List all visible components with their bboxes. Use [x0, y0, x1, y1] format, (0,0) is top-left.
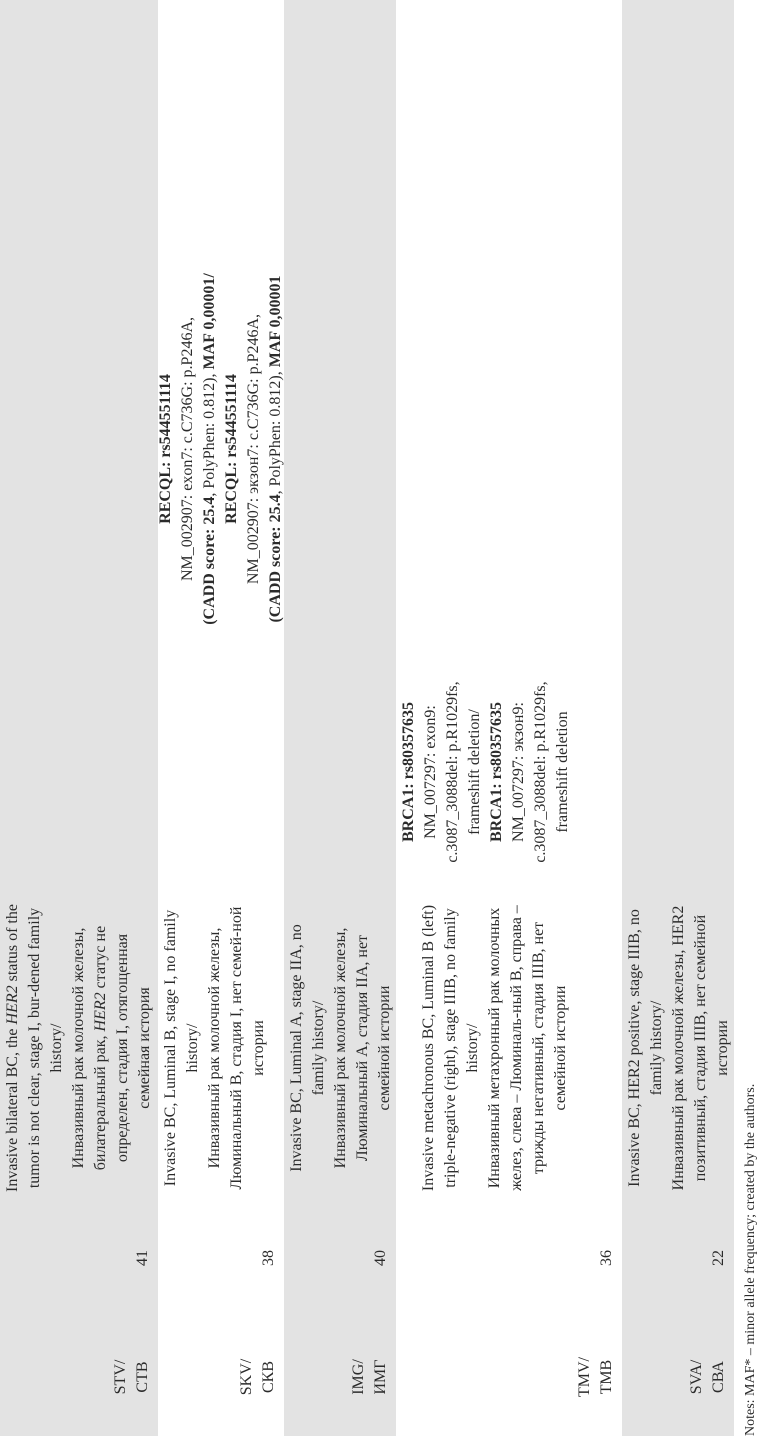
age-cell	[158, 1198, 284, 1318]
variant-detail-ru: NM_002907: экзон7: c.C736G: p.P246A,	[245, 313, 262, 585]
diagnosis-ru: Инвазивный метахронный рак молочных желез, слева – Люминаль-ный B, справа – трижды негативный, стадия IIIB, нет семейной истории	[486, 905, 569, 1191]
patient-id-en: SVA/	[688, 1359, 705, 1395]
patient-id-ru: ИМГ	[372, 1359, 389, 1395]
variant-detail-en: NM_007297: exon9: c.3087_3088del: p.R1029fs, frameshift deletion/	[422, 681, 483, 863]
table-row	[158, 0, 284, 1436]
variant-cell	[396, 0, 622, 898]
table-row	[396, 0, 622, 1436]
age-cell	[0, 1198, 158, 1318]
diagnosis-ru: Инвазивный рак молочной железы, HER2 позитивный, стадия IIIB, нет семейной истории	[670, 905, 731, 1191]
patient-id-cell	[396, 1318, 622, 1436]
variant-cell	[158, 0, 284, 898]
patient-id-en: TMV/	[576, 1357, 593, 1397]
variant-gene-ru: BRCA1: rs80357635	[488, 702, 505, 842]
age-cell	[396, 1198, 622, 1318]
table-row	[622, 0, 734, 1436]
variant-scores-en: (CADD score: 25.4, PolyPhen: 0.812), MAF 0,00001/	[201, 273, 218, 625]
diagnosis-cell	[284, 898, 396, 1198]
patient-id-en: STV/	[112, 1359, 129, 1395]
table-footnote: Notes: MAF* – minor allele frequency; created by the authors.	[743, 1083, 758, 1436]
age-value: 36	[598, 1250, 615, 1266]
diagnosis-cell	[158, 898, 284, 1198]
diagnosis-en: Invasive BC, Luminal A, stage IIA, no family history/	[288, 924, 327, 1172]
age-cell	[284, 1198, 396, 1318]
table-row	[284, 0, 396, 1436]
patient-id-en: IMG/	[350, 1359, 367, 1395]
diagnosis-ru: Инвазивный рак молочной железы, Люминальный B, стадия I, нет семей-ной истории	[206, 906, 267, 1190]
patient-id-ru: СКВ	[260, 1361, 277, 1394]
variant-detail-ru: NM_007297: экзон9: c.3087_3088del: p.R1029fs, frameshift deletion	[510, 681, 571, 863]
patient-id-ru: СВА	[710, 1361, 727, 1393]
age-value: 38	[260, 1250, 277, 1266]
variant-cell	[0, 0, 158, 898]
variant-scores-ru: (CADD score: 25.4, PolyPhen: 0.812), MAF 0,00001	[267, 275, 284, 623]
diagnosis-cell	[0, 898, 158, 1198]
patient-id-cell	[158, 1318, 284, 1436]
patient-id-ru: ТМВ	[598, 1359, 615, 1395]
patient-id-ru: СТВ	[134, 1361, 151, 1393]
patient-id-cell	[0, 1318, 158, 1436]
diagnosis-en: Invasive BC, Luminal B, stage I, no family history/	[162, 909, 201, 1187]
variant-gene-en: BRCA1: rs80357635	[400, 702, 417, 842]
table-row	[0, 0, 158, 1436]
patient-id-cell	[622, 1318, 734, 1436]
variant-gene-ru: RECQL: rs544551114	[223, 374, 240, 524]
diagnosis-en: Invasive BC, HER2 positive, stage IIIB, no family history/	[626, 909, 665, 1187]
diagnosis-cell	[396, 898, 622, 1198]
variant-cell	[284, 0, 396, 898]
patient-id-en: SKV/	[238, 1358, 255, 1396]
diagnosis-en: Invasive bilateral BC, the HER2 status of the tumor is not clear, stage I, bur-dened family history/	[4, 904, 65, 1192]
diagnosis-cell	[622, 898, 734, 1198]
diagnosis-en: Invasive metachronous BC, Luminal B (left) triple-negative (right), stage IIIB, no family history/	[420, 904, 481, 1192]
age-cell	[622, 1198, 734, 1318]
diagnosis-ru: Инвазивный рак молочной железы, Люминальный A, стадия IIA, нет семейной истории	[332, 927, 393, 1169]
variant-gene-en: RECQL: rs544551114	[157, 374, 174, 524]
variant-detail-en: NM_002907: exon7: c.C736G: p.P246A,	[179, 317, 196, 581]
age-value: 22	[710, 1250, 727, 1266]
patient-id-cell	[284, 1318, 396, 1436]
variant-cell	[622, 0, 734, 898]
age-value: 40	[372, 1250, 389, 1266]
diagnosis-ru: Инвазивный рак молочной железы, билатеральный рак, HER2 статус не определен, стадия I, отягощенная семейная история	[70, 925, 153, 1171]
age-value: 41	[134, 1250, 151, 1266]
